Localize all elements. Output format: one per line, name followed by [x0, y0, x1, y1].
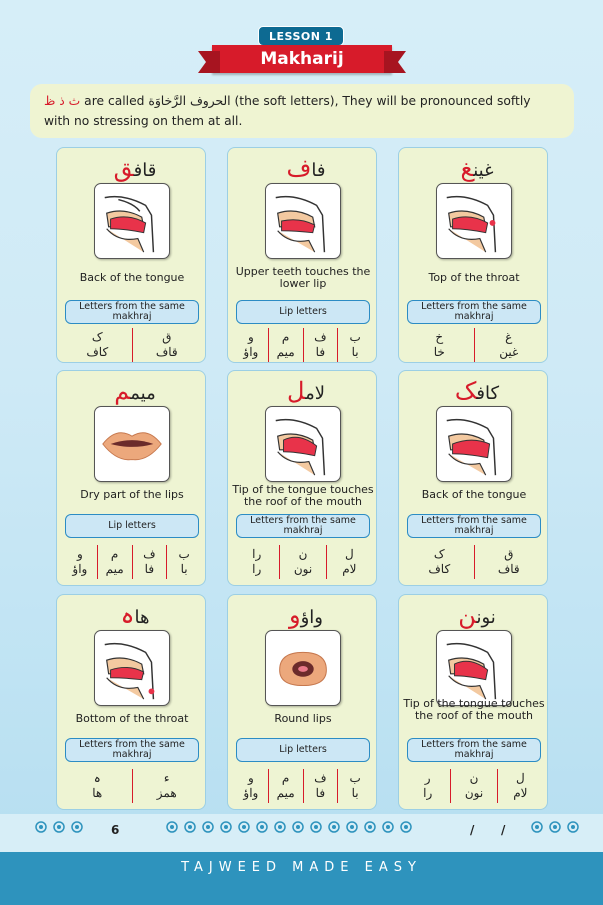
group-label: Letters from the same makhraj [407, 300, 541, 324]
ornament-icon [273, 820, 287, 834]
intro-arabic-term: الحروف الرَّخاوَة [148, 94, 231, 108]
card-heading [228, 375, 376, 407]
mouth-diagram-icon [436, 406, 512, 482]
letters-table: غ غین خ خا [405, 328, 543, 362]
ornament-icon [291, 820, 305, 834]
ornament-icon [399, 820, 413, 834]
letter: ن [458, 601, 477, 629]
date-slash-1: / [470, 823, 475, 837]
card-waw [227, 594, 377, 810]
ornament-icon [530, 820, 544, 834]
articulation-desc: Back of the tongue [79, 271, 185, 284]
letter: ف [286, 154, 312, 182]
ornament-icon [34, 820, 48, 834]
group-label: Letters from the same makhraj [407, 738, 541, 762]
articulation-desc: Top of the throat [428, 271, 520, 284]
card-heading [399, 375, 547, 407]
letters-table: ل لام ن نون ر را [405, 769, 543, 803]
articulation-desc: Tip of the tongue touches the roof of the mouth [232, 483, 374, 508]
group-label: Letters from the same makhraj [407, 514, 541, 538]
ornament-icon [52, 820, 66, 834]
articulation-desc: Round lips [274, 712, 332, 725]
book-title: TAJWEED MADE EASY [181, 860, 422, 875]
mouth-diagram-icon [94, 630, 170, 706]
articulation-desc: Bottom of the throat [75, 712, 189, 725]
ornament-icon [381, 820, 395, 834]
group-label: Letters from the same makhraj [65, 738, 199, 762]
card-meem [56, 370, 206, 586]
letter-name: قاف [133, 160, 157, 181]
letter-name: میم [130, 383, 156, 404]
card-noon [398, 594, 548, 810]
ornament-icon [548, 820, 562, 834]
page-number: 6 [111, 823, 120, 837]
ornament-icon [165, 820, 179, 834]
intro-box [30, 84, 574, 138]
ornament-icon [345, 820, 359, 834]
card-heading [399, 152, 547, 184]
ornament-icon [219, 820, 233, 834]
card-heading [228, 599, 376, 631]
card-lam [227, 370, 377, 586]
letters-table: ل لام ن نون را را [234, 545, 372, 579]
intro-text-3: with no stressing on them at all. [44, 114, 243, 128]
articulation-desc: Back of the tongue [421, 488, 527, 501]
card-heading [57, 599, 205, 631]
group-label: Lip letters [236, 738, 370, 762]
letter: م [114, 377, 131, 405]
lesson-label: LESSON 1 [258, 26, 344, 46]
ornament-icon [327, 820, 341, 834]
group-label: Letters from the same makhraj [236, 514, 370, 538]
card-heading [57, 152, 205, 184]
ornament-icon [363, 820, 377, 834]
ornament-icon [255, 820, 269, 834]
card-fa [227, 147, 377, 363]
letters-table: ء همز ہ ھا [63, 769, 201, 803]
ornament-icon [566, 820, 580, 834]
mouth-diagram-icon [94, 183, 170, 259]
letter: ہ [120, 601, 135, 629]
letter: ل [286, 377, 306, 405]
round-lips-icon [265, 630, 341, 706]
card-heading [57, 375, 205, 407]
ornament-icon [70, 820, 84, 834]
letter-name: غین [473, 160, 494, 181]
letter: ک [454, 377, 477, 405]
title-ribbon: Makharij [212, 45, 392, 73]
group-label: Lip letters [65, 514, 199, 538]
letters-table: ب با ف فا م میم و واؤ [234, 769, 372, 803]
letter: غ [460, 154, 474, 182]
intro-text-1: are called [80, 94, 149, 108]
articulation-desc: Tip of the tongue touches the roof of the mouth [403, 697, 545, 722]
date-slash-2: / [501, 823, 506, 837]
letter-name: ھا [134, 607, 150, 628]
letter-name: واؤ [300, 607, 323, 628]
articulation-desc: Upper teeth touches the lower lip [235, 265, 371, 290]
intro-text-2: (the soft letters), They will be pronounced softly [230, 94, 531, 108]
ornament-icon [201, 820, 215, 834]
group-label: Letters from the same makhraj [65, 300, 199, 324]
articulation-desc: Dry part of the lips [80, 488, 184, 501]
mouth-diagram-icon [436, 630, 512, 706]
ornament-icon [183, 820, 197, 834]
letter: ق [113, 154, 134, 182]
group-label: Lip letters [236, 300, 370, 324]
card-heading [399, 599, 547, 631]
mouth-diagram-icon [265, 406, 341, 482]
letter: و [289, 601, 301, 629]
card-ha [56, 594, 206, 810]
letter-name: نون [476, 607, 496, 628]
card-kaf [398, 370, 548, 586]
letters-table: ب با ف فا م میم و واؤ [63, 545, 201, 579]
letters-table: ب با ف فا م میم و واؤ [234, 328, 372, 362]
card-heading [228, 152, 376, 184]
ornament-icon [237, 820, 251, 834]
lips-icon [94, 406, 170, 482]
letters-table: ق قاف ک کاف [405, 545, 543, 579]
letters-table: ق قاف ک کاف [63, 328, 201, 362]
mouth-diagram-icon [436, 183, 512, 259]
mouth-diagram-icon [265, 183, 341, 259]
letter-name: فا [311, 160, 326, 181]
card-qaf [56, 147, 206, 363]
letter-name: لام [305, 383, 326, 404]
letter-name: کاف [476, 383, 500, 404]
ornament-icon [309, 820, 323, 834]
card-ghain [398, 147, 548, 363]
intro-letters: ث ذ ظ [44, 94, 81, 108]
